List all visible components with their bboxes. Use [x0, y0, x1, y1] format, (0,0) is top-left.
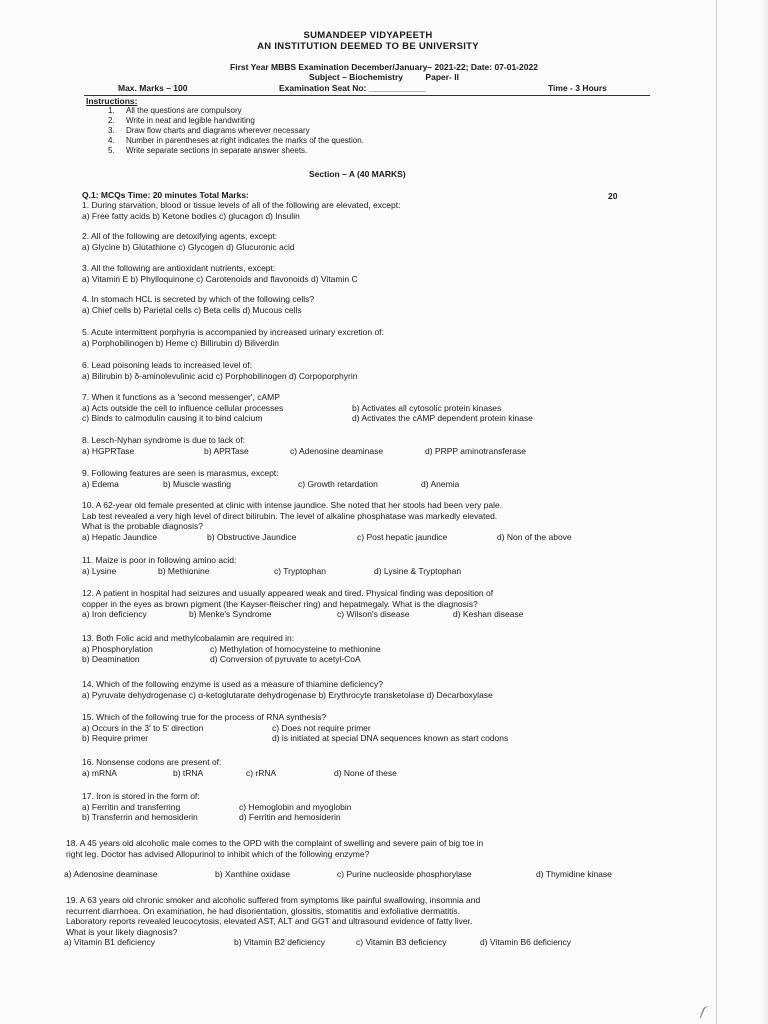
option: b) Deamination — [82, 654, 140, 664]
time-limit: Time - 3 Hours — [548, 83, 607, 93]
option: b) APRTase — [204, 445, 249, 456]
question-text: 16. Nonsense codons are present of: — [82, 757, 222, 767]
option: d) Lysine & Tryptophan — [374, 565, 462, 576]
q1-title: Q.1: MCQs Time: 20 minutes Total Marks: — [82, 190, 249, 200]
instruction-text: Write separate sections in separate answer sheets. — [126, 146, 308, 155]
question-text: What is the probable diagnosis? — [82, 521, 203, 531]
question-text: 3. All the following are antioxidant nutrients, except: — [82, 263, 276, 273]
option: a) mRNA — [82, 767, 117, 778]
question-text: 19. A 63 years old chronic smoker and alcoholic suffered from symptoms like painful swallowing, insomnia and — [66, 895, 481, 905]
instruction-text: Number in parentheses at right indicates the marks of the question. — [126, 136, 364, 145]
option: c) Tryptophan — [274, 565, 326, 576]
option: a) Edema — [82, 478, 119, 489]
question-text: right leg. Doctor has advised Allopurinol to inhibit which of the following enzyme? — [66, 848, 370, 859]
question-options: a) Vitamin E b) Phylloquinone c) Carotenoids and flavonoids d) Vitamin C — [82, 273, 358, 284]
option: d) Anemia — [421, 478, 460, 489]
option: d) PRPP aminotransferase — [425, 445, 526, 456]
instruction-item — [108, 106, 364, 116]
option: b) Muscle wasting — [163, 478, 232, 489]
option: d) Thymidine kinase — [536, 869, 612, 879]
option: a) Hepatic Jaundice — [82, 531, 158, 542]
option: b) Transferrin and hemosiderin — [82, 812, 198, 822]
instruction-item — [108, 116, 364, 126]
question-text: recurrent diarrhoea. On examination, he had disorientation, glossitis, stomatitis and exfoliative dermatitis. — [66, 905, 461, 916]
question-options: a) Free fatty acids b) Ketone bodies c) glucagon d) Insulin — [82, 210, 300, 221]
question-text: 11. Maize is poor in following amino acid: — [82, 555, 237, 565]
option: c) Binds to calmodulin causing it to bind calcium — [82, 413, 263, 423]
option: c) Methylation of homocysteine to methionine — [210, 643, 381, 654]
option: c) Vitamin B3 deficiency — [356, 937, 447, 947]
option: c) Hemoglobin and myoglobin — [239, 801, 352, 812]
instruction-number: 1. — [108, 106, 115, 115]
option: d) is initiated at special DNA sequences known as start codons — [272, 733, 509, 743]
option: a) Lysine — [82, 565, 117, 576]
instruction-number: 2. — [108, 116, 115, 125]
instruction-text: Draw flow charts and diagrams wherever necessary — [126, 126, 310, 135]
option: c) Adenosine deaminase — [290, 445, 384, 456]
option: a) Acts outside the cell to influence cellular processes — [82, 402, 284, 413]
option: b) tRNA — [173, 767, 204, 778]
question-text: Laboratory reports revealed leucocytosis, elevated AST, ALT and GGT and ultrasound evidence of fatty liver. — [66, 916, 473, 926]
question-options: a) Bilirubin b) δ-aminolevulinic acid c) Porphobilinogen d) Corpoporphyrin — [82, 370, 358, 381]
institution-subtitle: AN INSTITUTION DEEMED TO BE UNIVERSITY — [257, 41, 479, 52]
option: a) Phosphorylation — [82, 643, 153, 654]
option: c) rRNA — [246, 767, 277, 778]
option: b) Vitamin B2 deficiency — [234, 937, 326, 947]
option: c) Growth retardation — [298, 478, 378, 489]
option: c) Wilson's disease — [337, 609, 410, 619]
option: c) Purine nucleoside phosphorylase — [337, 869, 472, 879]
instructions-title: Instructions: — [86, 96, 138, 106]
option: a) HGPRTase — [82, 445, 135, 456]
question-text: 12. A patient in hospital had seizures and usually appeared weak and tired. Physical finding was deposition of — [82, 588, 494, 598]
option: c) Does not require primer — [272, 722, 371, 733]
option: a) Ferritin and transferring — [82, 801, 181, 812]
question-text: 10. A 62-year old female presented at clinic with intense jaundice. She noted that her stools had been very pale. — [82, 500, 503, 510]
page-corner-mark — [700, 1005, 715, 1022]
option: a) Adenosine deaminase — [64, 869, 158, 879]
option: d) None of these — [334, 767, 397, 778]
question-options: a) Porphobilinogen b) Heme c) Billirubin d) Biliverdin — [82, 337, 280, 348]
instruction-item — [108, 136, 364, 146]
option: b) Activates all cytosolic protein kinases — [352, 402, 502, 413]
instruction-text: Write in neat and legible handwriting — [126, 116, 255, 125]
option: a) Vitamin B1 deficiency — [64, 937, 156, 947]
option: b) Methionine — [158, 565, 210, 576]
option: a) Occurs in the 3' to 5' direction — [82, 722, 204, 733]
subject-line — [0, 72, 768, 82]
option: d) Activates the cAMP dependent protein kinase — [352, 413, 533, 423]
page-edge-line — [716, 0, 717, 1024]
question-text: 9. Following features are seen is marasmus, except: — [82, 468, 279, 478]
question-text: 4. In stomach HCL is secreted by which of the following cells? — [82, 294, 315, 304]
question-text: 6. Lead poisoning leads to increased level of: — [82, 360, 253, 370]
max-marks: Max. Marks – 100 — [118, 83, 188, 93]
option: d) Ferritin and hemosiderin — [239, 812, 341, 822]
page-edge-shadow — [758, 0, 768, 1024]
institution-name: SUMANDEEP VIDYAPEETH — [303, 30, 433, 41]
question-text: 14. Which of the following enzyme is used as a measure of thiamine deficiency? — [82, 679, 383, 689]
question-text: What is your likely diagnosis? — [66, 926, 178, 937]
question-text: 17. Iron is stored in the form of: — [82, 791, 200, 801]
question-text: 1. During starvation, blood or tissue levels of all of the following are elevated, except: — [82, 200, 401, 210]
q1-marks: 20 — [608, 191, 618, 201]
option: b) Menke's Syndrome — [189, 609, 272, 619]
question-options: a) Pyruvate dehydrogenase c) α-ketoglutarate dehydrogenase b) Erythrocyte transketolase d) Decarboxylase — [82, 689, 493, 700]
question-options: a) Chief cells b) Parietal cells c) Beta cells d) Mucous cells — [82, 304, 302, 315]
option: b) Obstructive Jaundice — [207, 531, 297, 542]
option: a) Iron deficiency — [82, 609, 147, 619]
instruction-item — [108, 146, 364, 156]
question-text: 8. Lesch-Nyhan syndrome is due to lack of: — [82, 435, 245, 445]
option: d) Vitamin B6 deficiency — [480, 937, 572, 947]
instruction-number: 5. — [108, 146, 115, 155]
question-text: Lab test revealed a very high level of direct bilirubin. The level of alkaline phosphatase was markedly elevated. — [82, 510, 498, 521]
header-rule — [84, 95, 650, 96]
section-title: Section – A (40 MARKS) — [309, 169, 406, 179]
instruction-item — [108, 126, 364, 136]
question-text: 5. Acute intermittent porphyria is accompanied by increased urinary excretion of: — [82, 327, 384, 337]
option: b) Xanthine oxidase — [215, 869, 291, 879]
question-options: a) Glycine b) Glutathione c) Glycogen d) Glucuronic acid — [82, 241, 295, 252]
seat-no: Examination Seat No: ____________ — [279, 83, 426, 93]
instruction-text: All the questions are compulsory — [126, 106, 242, 115]
exam-line: First Year MBBS Examination December/January– 2021-22; Date: 07-01-2022 — [230, 62, 538, 72]
question-text: 13. Both Folic acid and methylcobalamin are required in: — [82, 633, 295, 643]
option: c) Post hepatic jaundice — [357, 531, 448, 542]
question-text: 15. Which of the following true for the process of RNA synthesis? — [82, 712, 327, 722]
option: b) Require primer — [82, 733, 149, 743]
option: d) Keshan disease — [453, 609, 524, 619]
paper: Paper- II — [425, 72, 459, 82]
subject: Subject – Biochemistry — [309, 72, 404, 82]
question-text: 7. When it functions as a 'second messenger', cAMP — [82, 392, 280, 402]
option: d) Non of the above — [497, 531, 572, 542]
instructions-list — [108, 106, 364, 156]
instruction-number: 3. — [108, 126, 115, 135]
question-text: 2. All of the following are detoxifying agents, except: — [82, 231, 278, 241]
option: d) Conversion of pyruvate to acetyl-CoA — [210, 654, 361, 664]
question-text: 18. A 45 years old alcoholic male comes to the OPD with the complaint of swelling and severe pain of big toe in — [66, 838, 484, 848]
question-text: copper in the eyes as brown pigment (the Kayser-fleischer ring) and hepatmegaly. What is the diagnosis? — [82, 598, 478, 609]
instruction-number: 4. — [108, 136, 115, 145]
